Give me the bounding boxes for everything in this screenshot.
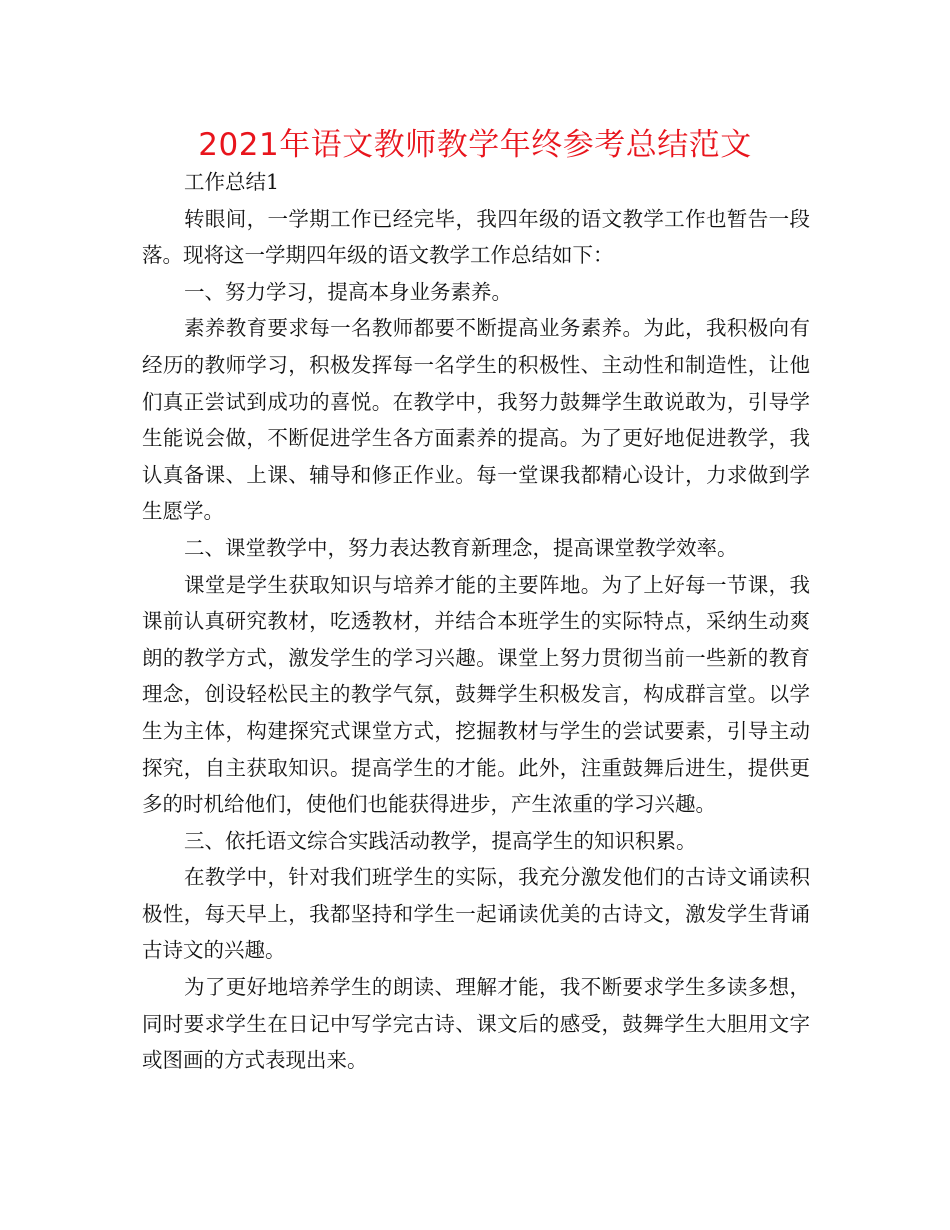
paragraph: 为了更好地培养学生的朗读、理解才能，我不断要求学生多读多想，同时要求学生在日记中写学完古诗、课文后的感受，鼓舞学生大胆用文字或图画的方式表现出来。 xyxy=(142,975,810,1073)
section-heading: 三、依托语文综合实践活动教学，提高学生的知识积累。 xyxy=(184,828,697,853)
section-heading: 二、课堂教学中，努力表达教育新理念，提高课堂教学效率。 xyxy=(184,535,738,560)
section-heading: 一、努力学习，提高本身业务素养。 xyxy=(184,279,513,304)
paragraph: 课堂是学生获取知识与培养才能的主要阵地。为了上好每一节课，我课前认真研究教材，吃透教材，并结合本班学生的实际特点，采纳生动爽朗的教学方式，激发学生的学习兴趣。课堂上努力贯彻当前一些新的教育理念，创设轻松民主的教学气氛，鼓舞学生积极发言，构成群言堂。以学生为主体，构建探究式课堂方式，挖掘教材与学生的尝试要素，引导主动探究，自主获取知识。提高学生的才能。此外，注重鼓舞后进生，提供更多的时机给他们，使他们也能获得进步，产生浓重的学习兴趣。 xyxy=(142,572,810,817)
document-title: 2021年语文教师教学年终参考总结范文 xyxy=(198,127,752,163)
section-heading: 工作总结1 xyxy=(184,170,280,194)
paragraph: 在教学中，针对我们班学生的实际，我充分激发他们的古诗文诵读积极性，每天早上，我都坚持和学生一起诵读优美的古诗文，激发学生背诵古诗文的兴趣。 xyxy=(142,865,810,963)
paragraph: 素养教育要求每一名教师都要不断提高业务素养。为此，我积极向有经历的教师学习，积极发挥每一名学生的积极性、主动性和制造性，让他们真正尝试到成功的喜悦。在教学中，我努力鼓舞学生敢说敢为，引导学生能说会做，不断促进学生各方面素养的提高。为了更好地促进教学，我认真备课、上课、辅导和修正作业。每一堂课我都精心设计，力求做到学生愿学。 xyxy=(142,316,810,524)
paragraph: 转眼间，一学期工作已经完毕，我四年级的语文教学工作也暂告一段落。现将这一学期四年级的语文教学工作总结如下： xyxy=(142,206,810,268)
document-body xyxy=(142,164,810,1079)
